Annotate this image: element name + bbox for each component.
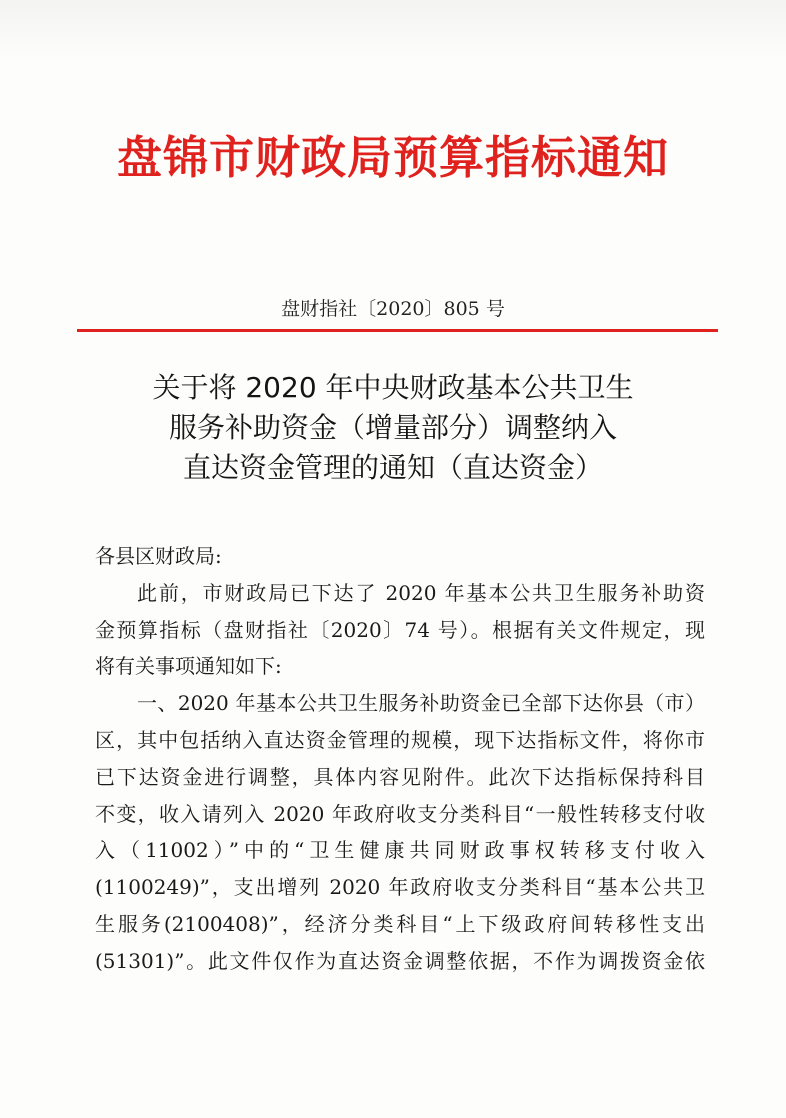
document-number: 盘财指社〔2020〕805 号 [281,298,505,320]
body-line: 入（11002）”中的“卫生健康共同财政事权转移支付收入 [95,838,705,863]
document-title-line-1: 关于将 2020 年中央财政基本公共卫生 [152,371,634,404]
body-line: 此前，市财政局已下达了 2020 年基本公共卫生服务补助资 [137,580,705,605]
body-line: 金预算指标（盘财指社〔2020〕74 号）。根据有关文件规定，现 [95,617,705,642]
body-line: (51301)”。此文件仅作为直达资金调整依据，不作为调拨资金依 [95,948,705,973]
body-line: 不变，收入请列入 2020 年政府收支分类科目“一般性转移支付收 [95,801,705,826]
agency-header-title: 盘锦市财政局预算指标通知 [116,131,669,184]
body-line: 区，其中包括纳入直达资金管理的规模，现下达指标文件，将你市 [95,727,705,752]
body-line: 已下达资金进行调整，具体内容见附件。此次下达指标保持科目 [95,764,705,789]
document-title-line-2: 服务补助资金（增量部分）调整纳入 [168,411,617,444]
red-divider-line [77,329,718,332]
salutation: 各县区财政局: [95,544,222,568]
body-line: (1100249)”，支出增列 2020 年政府收支分类科目“基本公共卫 [95,875,705,900]
body-line: 生服务(2100408)”，经济分类科目“上下级政府间转移性支出 [95,911,705,936]
scan-shadow [0,0,786,60]
document-title [0,368,786,488]
document-body [95,538,705,980]
document-title-line-3: 直达资金管理的通知（直达资金） [182,451,603,484]
body-line: 将有关事项通知如下: [95,654,282,679]
body-line: 一、2020 年基本公共卫生服务补助资金已全部下达你县（市） [137,691,705,716]
